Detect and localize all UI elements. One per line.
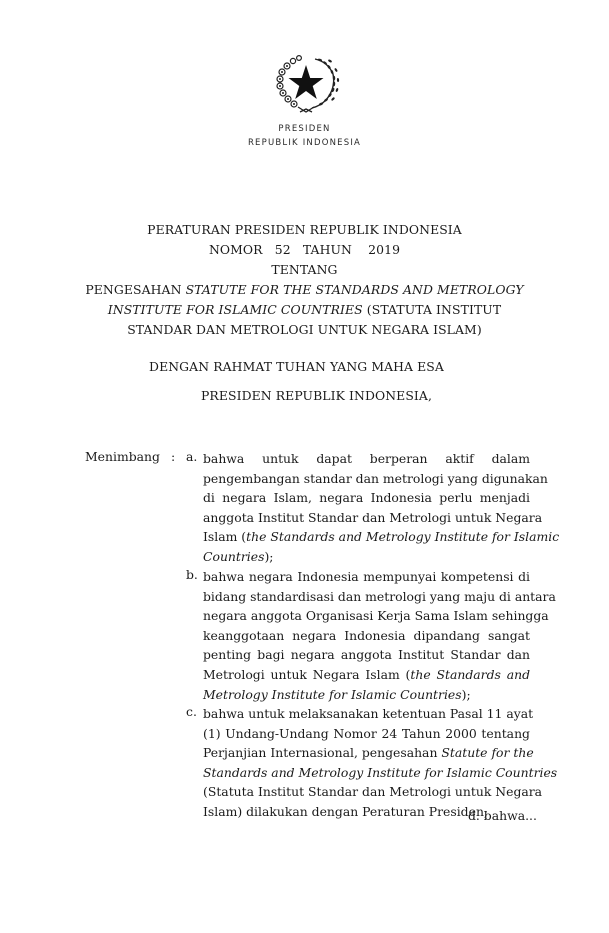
text-run: ); <box>264 548 274 564</box>
subject-suffix-2: (STATUTA INSTITUT <box>366 302 502 317</box>
subject-italic-2: INSTITUTE FOR ISLAMIC COUNTRIES <box>107 302 363 317</box>
number-value: 52 <box>274 242 291 257</box>
text-line <box>203 685 530 705</box>
item-body <box>203 704 558 822</box>
text-line: negara anggota Organisasi Kerja Sama Islam sehingga <box>203 608 549 624</box>
invocation-line: DENGAN RAHMAT TUHAN YANG MAHA ESA <box>149 359 444 374</box>
president-line: PRESIDEN REPUBLIK INDONESIA, <box>201 388 432 403</box>
text-run: Perjanjian Internasional, pengesahan <box>203 745 438 761</box>
text-line: Islam) dilakukan dengan Peraturan Presiden; <box>203 803 489 819</box>
page-continuation: d. bahwa... <box>468 808 537 823</box>
institution-line-1: PRESIDEN <box>278 124 331 134</box>
about-label: TENTANG <box>271 262 338 277</box>
text-line <box>203 665 530 685</box>
italic-run: Statute for the <box>441 745 534 761</box>
considerations-label: Menimbang <box>85 449 160 464</box>
text-line: bahwa negara Indonesia mempunyai kompetensi di <box>203 569 530 584</box>
regulation-title: PERATURAN PRESIDEN REPUBLIK INDONESIA <box>147 222 462 237</box>
text-line: (Statuta Institut Standar dan Metrologi untuk Negara <box>203 784 543 800</box>
item-body <box>203 449 560 567</box>
text-line: pengembangan standar dan metrologi yang digunakan <box>203 470 548 486</box>
text-run: ); <box>461 686 471 702</box>
item-letter: a. <box>186 449 198 464</box>
institution-line-2: REPUBLIK INDONESIA <box>247 138 362 148</box>
subject-line-1 <box>0 282 609 297</box>
item-letter: c. <box>186 704 197 719</box>
text-line: (1) Undang-Undang Nomor 24 Tahun 2000 tentang <box>203 725 530 741</box>
text-line: bahwa untuk melaksanakan ketentuan Pasal 11 ayat <box>203 706 534 721</box>
regulation-number <box>0 242 609 257</box>
text-line <box>203 527 560 547</box>
italic-run: Metrology Institute for Islamic Countries <box>203 686 462 702</box>
text-line <box>203 763 558 783</box>
text-line: keanggotaan negara Indonesia dipandang sangat <box>203 627 530 643</box>
text-line <box>203 547 530 567</box>
text-line: di negara Islam, negara Indonesia perlu menjadi <box>203 490 530 506</box>
year-label: TAHUN <box>302 242 352 257</box>
subject-prefix: PENGESAHAN <box>85 282 182 297</box>
italic-run: Standards and Metrology Institute for Islamic Countries <box>203 764 558 780</box>
italic-run: Countries <box>203 548 265 564</box>
number-label: NOMOR <box>208 242 263 257</box>
garuda-emblem-icon <box>270 52 342 116</box>
text-run: Islam ( <box>203 529 247 545</box>
item-letter: b. <box>186 567 198 582</box>
text-line: bidang standardisasi dan metrologi yang maju di antara <box>203 588 556 604</box>
considerations-colon: : <box>171 449 176 464</box>
subject-line-2 <box>0 302 609 317</box>
text-line: anggota Institut Standar dan Metrologi untuk Negara <box>203 509 543 525</box>
text-line <box>203 743 534 763</box>
text-line: bahwa untuk dapat berperan aktif dalam <box>203 451 530 466</box>
year-value: 2019 <box>368 242 401 257</box>
item-body <box>203 567 556 704</box>
text-line: penting bagi negara anggota Institut Standar dan <box>203 647 530 663</box>
italic-run: the Standards and Metrology Institute for Islamic <box>246 529 560 545</box>
subject-italic-1: STATUTE FOR THE STANDARDS AND METROLOGY <box>185 282 524 297</box>
subject-line-3: STANDAR DAN METROLOGI UNTUK NEGARA ISLAM) <box>127 322 482 337</box>
italic-run: the Standards and <box>410 666 531 682</box>
text-run: Metrologi untuk Negara Islam ( <box>203 666 411 682</box>
